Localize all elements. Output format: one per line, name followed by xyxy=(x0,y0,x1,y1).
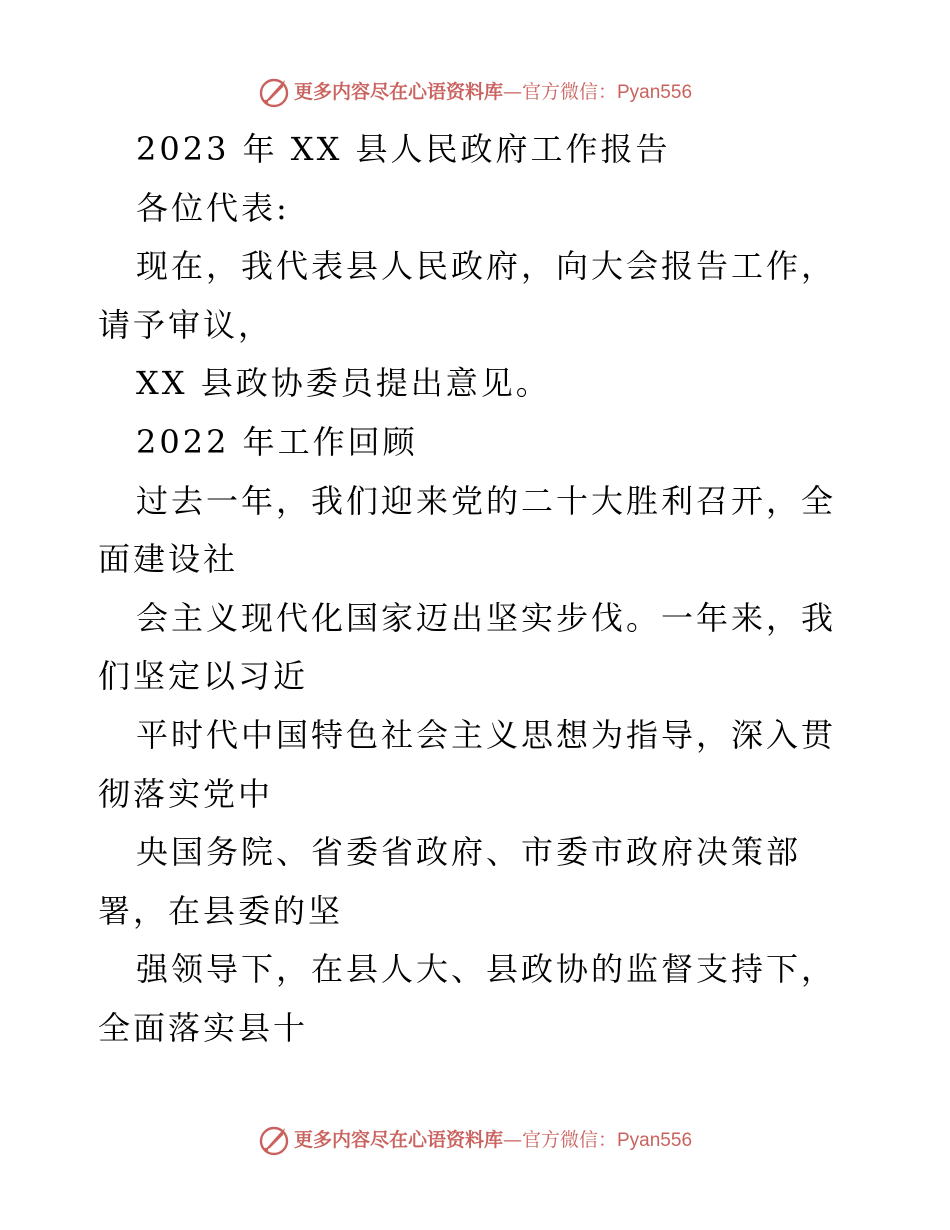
paragraph: 会主义现代化国家迈出坚实步伐。一年来，我们坚定以习近 xyxy=(98,598,837,696)
banner-wechat-label: 官方微信： xyxy=(521,1128,617,1151)
banner-wechat-id: Pyan556 xyxy=(617,81,693,103)
banner-dash: — xyxy=(502,80,522,103)
banner-text xyxy=(293,1128,693,1151)
salutation: 各位代表: xyxy=(136,188,290,227)
paragraph: 平时代中国特色社会主义思想为指导，深入贯彻落实党中 xyxy=(98,715,837,813)
paragraph: 强领导下，在县人大、县政协的监督支持下，全面落实县十 xyxy=(98,950,837,1047)
document-title: 2023 年 XX 县人民政府工作报告 xyxy=(136,130,671,168)
paragraph: 央国务院、省委省政府、市委市政府决策部署，在县委的坚 xyxy=(98,833,802,930)
section-heading: 2022 年工作回顾 xyxy=(136,422,418,461)
paragraph: 过去一年，我们迎来党的二十大胜利召开，全面建设社 xyxy=(98,481,837,579)
banner-wechat-label: 官方微信： xyxy=(521,80,617,103)
quill-pen-logo-icon xyxy=(258,1124,290,1156)
header-banner xyxy=(0,72,950,112)
quill-pen-logo-icon xyxy=(258,76,290,108)
banner-lead-text: 更多内容尽在心语资料库 xyxy=(293,80,503,103)
banner-dash: — xyxy=(502,1128,522,1151)
banner-text xyxy=(293,80,693,103)
paragraph: XX 县政协委员提出意见。 xyxy=(136,364,551,403)
banner-wechat-id: Pyan556 xyxy=(617,1129,693,1151)
document-body xyxy=(98,120,850,1058)
banner-lead-text: 更多内容尽在心语资料库 xyxy=(293,1128,503,1151)
paragraph: 现在，我代表县人民政府，向大会报告工作，请予审议， xyxy=(98,247,837,344)
footer-banner xyxy=(0,1120,950,1160)
